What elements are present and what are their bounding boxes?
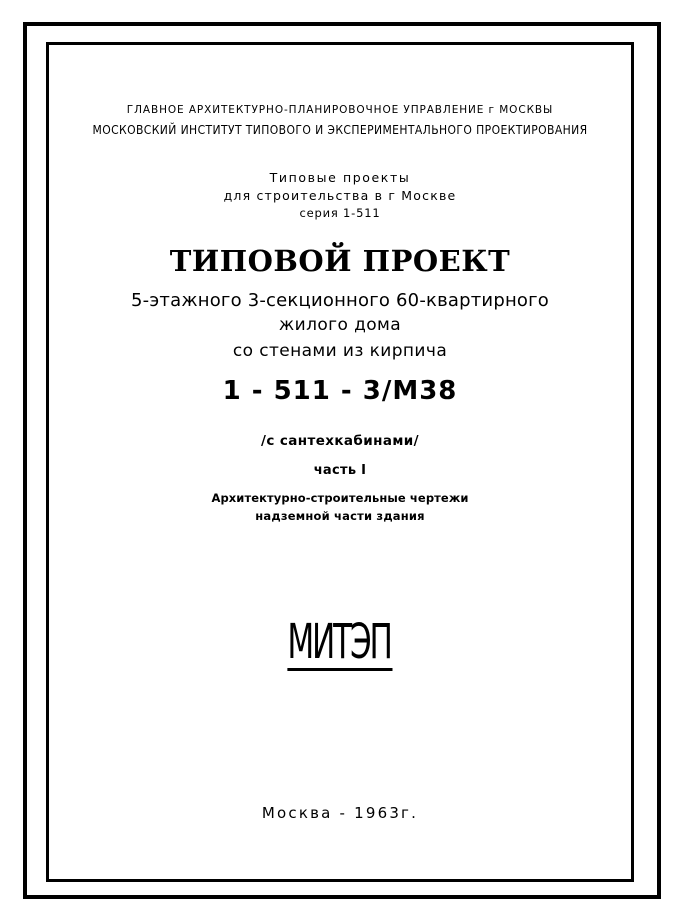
description-line-1: 5-этажного 3-секционного 60-квартирного [130,290,550,311]
project-code: 1 - 511 - 3/М38 [222,376,458,406]
authority-line: ГЛАВНОЕ АРХИТЕКТУРНО-ПЛАНИРОВОЧНОЕ УПРАВЛЕНИЕ г МОСКВЫ [126,104,554,116]
city-year: Москва - 1963г. [261,804,419,822]
description-line-3: со стенами из кирпича [232,341,448,361]
drawings-line-1: Архитектурно-строительные чертежи [211,491,469,505]
drawings-line-2: надземной части здания [255,509,425,523]
series-line-1: Типовые проекты [269,170,411,185]
institute-line: МОСКОВСКИЙ ИНСТИТУТ ТИПОВОГО И ЭКСПЕРИМЕНТАЛЬНОГО ПРОЕКТИРОВАНИЯ [92,123,588,137]
series-line-2: для строительства в г Москве [223,188,457,203]
variant-note: /с сантехкабинами/ [261,433,419,449]
publisher-logo-text: МИТЭП [287,614,391,670]
document-title: ТИПОВОЙ ПРОЕКТ [169,244,511,278]
publisher-logo [46,614,634,671]
inner-border [46,42,634,882]
series-line-3: серия 1-511 [299,206,381,220]
part-number: часть I [313,463,367,478]
description-line-2: жилого дома [278,315,402,335]
